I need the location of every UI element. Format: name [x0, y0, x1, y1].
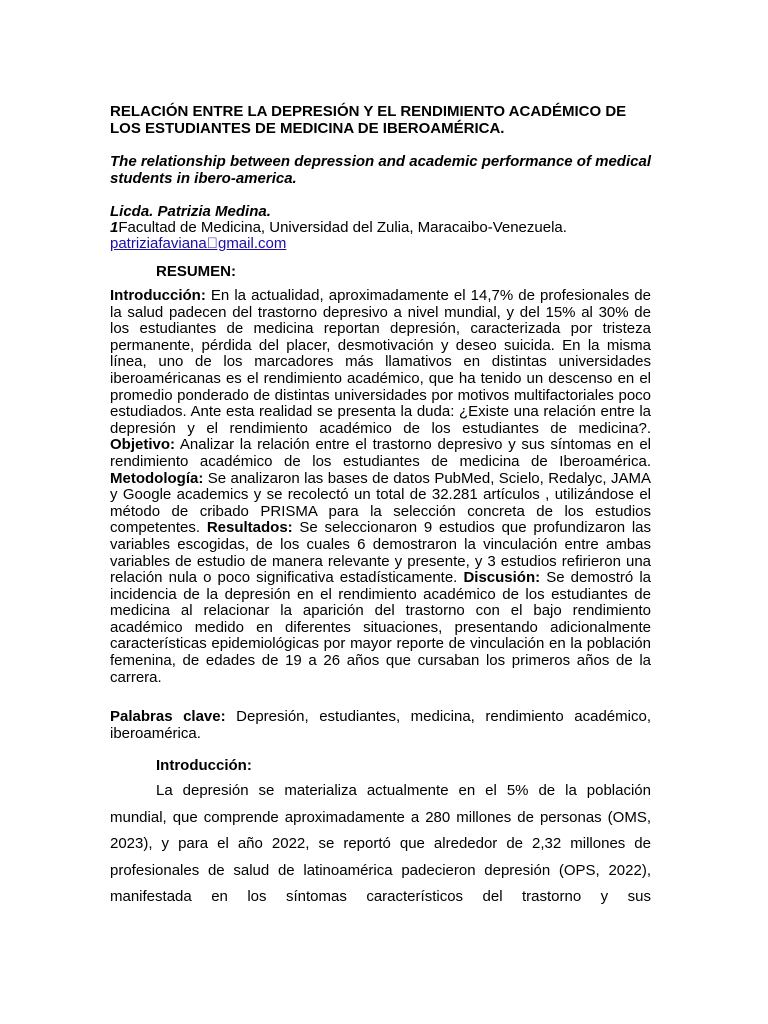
author-email-link[interactable]: patriziafaviana gmail.com [110, 235, 280, 252]
abstract-objective-label: Objetivo: [110, 436, 176, 454]
keywords-text: Depresión, estudiantes, medicina, rendimiento académico, iberoamérica. [110, 708, 651, 742]
abstract-intro-text: En la actualidad, aproximadamente el 14,7% de profesionales de la salud padecen del trastorno depresivo a nivel mundial, y del 15% al 30% de los estudiantes de medicina reportan depresión, caracterizada por tristeza permanente, pérdida del placer, desmotivación y deseo suicida. En la misma línea, uno de los marcadores más llamativos en distintas universidades iberoaméricanas es el rendimiento académico, que ha tenido un descenso en el promedio ponderado de distintas universidades por motivos multifactoriales poco estudiados. Ante esta realidad se presenta la duda: ¿Existe una relación entre la depresión y el rendimiento académico de los estudiantes de medicina?. [110, 287, 651, 437]
abstract-intro-label: Introducción: [110, 287, 206, 304]
keywords-paragraph [110, 708, 651, 742]
abstract-objective-text: Analizar la relación entre el trastorno depresivo y sus síntomas en el rendimiento académico de los estudiantes de medicina de Iberoamérica. [110, 436, 651, 470]
author-affiliation [110, 220, 651, 236]
affiliation-number: 1 [110, 219, 119, 236]
paper-title: RELACIÓN ENTRE LA DEPRESIÓN Y EL RENDIMIENTO ACADÉMICO DE LOS ESTUDIANTES DE MEDICINA DE IBEROAMÉRICA. [110, 103, 627, 137]
author-block [110, 204, 651, 252]
abstract-discussion-label: Discusión: [463, 569, 541, 587]
abstract-results-text: Se seleccionaron 9 estudios que profundizaron las variables escogidas, de los cuales 6 demostraron la vinculación entre ambas variables de estudio de manera relevante y presente, y 3 estudios refirieron una relación nula o poco significativa estadísticamente. [110, 519, 652, 587]
abstract-method-text: Se analizaron las bases de datos PubMed, Scielo, Redalyc, JAMA y Google academics y se recolectó un total de 32.281 artículos , utilizándose el método de cribado PRISMA para la selección concreta de los estudios competentes. [110, 469, 651, 537]
paper-subtitle-english: The relationship between depression and academic performance of medical students in ibero-america. [110, 153, 651, 187]
introduction-body: La depresión se materializa actualmente en el 5% de la población mundial, que comprende aproximadamente a 280 millones de personas (OMS, 2023), y para el año 2022, se reportó que alrededor de 2,32 millones de profesionales de salud de latinoamérica padecieron depresión (OPS, 2022), manifestada en los síntomas característicos del trastorno y sus [110, 782, 651, 905]
affiliation-text: Facultad de Medicina, Universidad del Zulia, Maracaibo-Venezuela. [118, 219, 567, 236]
introduction-heading: Introducción: [156, 757, 252, 774]
abstract-heading: RESUMEN: [156, 263, 237, 280]
abstract-method-label: Metodología: [110, 469, 204, 487]
abstract-body [110, 288, 651, 686]
keywords-label: Palabras clave: [110, 708, 226, 725]
abstract-results-label: Resultados: [206, 519, 293, 537]
author-name: Licda. Patrizia Medina. [110, 203, 271, 220]
abstract-discussion-text: Se demostró la incidencia de la depresión en el rendimiento académico de los estudiantes de medicina al relacionar la aparición del trastorno con el bajo rendimiento académico medido en diferentes situaciones, presentando adicionalmente características epidemiológicas por mayor reporte de vinculación en la población femenina, de edades de 19 a 26 años que cursaban los primeros años de la carrera. [110, 569, 651, 686]
